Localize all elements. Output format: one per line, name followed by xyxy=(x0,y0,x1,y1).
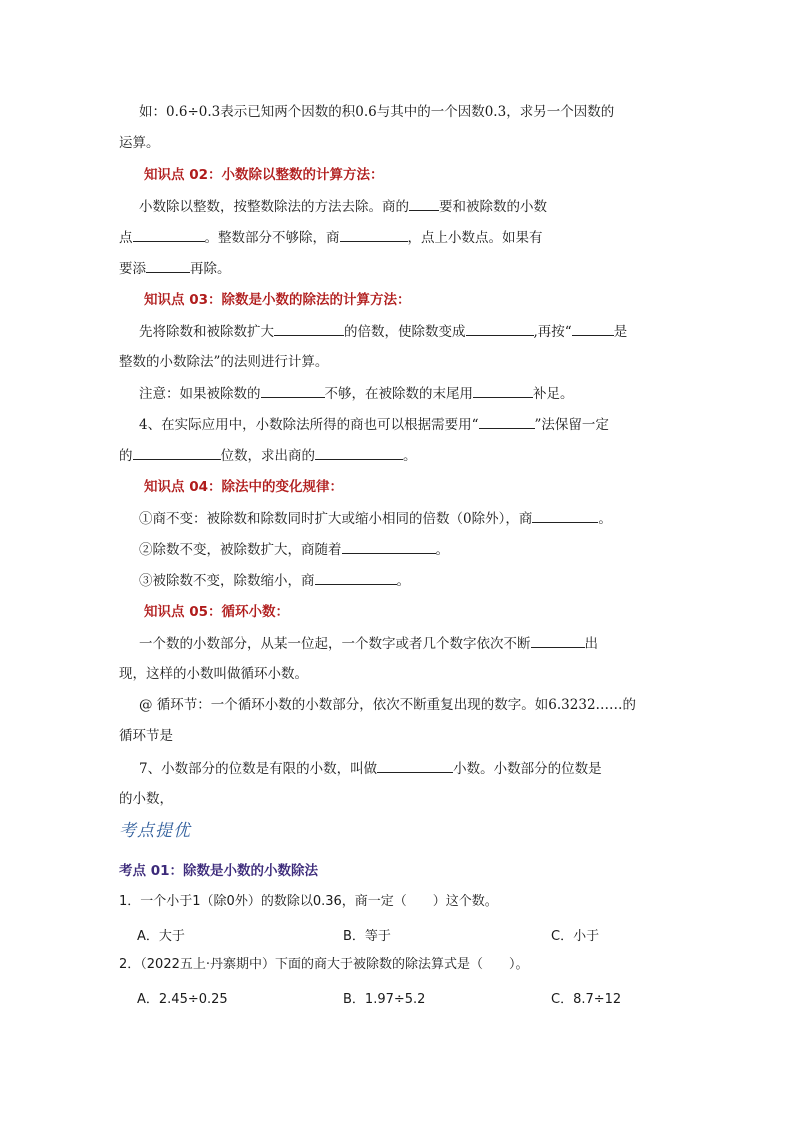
intro-line-1: 如：0.6÷0.3表示已知两个因数的积0.6与其中的一个因数0.3，求另一个因数的 xyxy=(139,104,615,120)
q1-option-c[interactable]: C．小于 xyxy=(551,929,600,944)
question-2: 2．（2022五上·丹寨期中）下面的商大于被除数的除法算式是（ ）。 xyxy=(119,957,529,972)
kp03-line-1: 先将除数和被除数扩大 的倍数，使除数变成 ,再按“ 是 xyxy=(139,324,628,340)
q1-option-a[interactable]: A．大于 xyxy=(137,929,185,944)
q2-option-c[interactable]: C．8.7÷12 xyxy=(551,992,622,1007)
answer-blank[interactable] xyxy=(133,228,205,242)
kp03-line-4: 4、在实际应用中，小数除法所得的商也可以根据需要用“ ”法保留一定 xyxy=(139,417,609,433)
answer-blank[interactable] xyxy=(315,446,403,460)
answer-blank[interactable] xyxy=(340,228,408,242)
answer-blank[interactable] xyxy=(377,759,453,773)
kp03-line-3: 注意：如果被除数的 不够，在被除数的末尾用 补足。 xyxy=(139,386,574,402)
intro-line-2: 运算。 xyxy=(119,135,160,151)
answer-blank[interactable] xyxy=(572,322,614,336)
kp04-line-1: ①商不变：被除数和除数同时扩大或缩小相同的倍数（0除外），商 。 xyxy=(139,511,612,527)
kp04-line-3: ③被除数不变，除数缩小，商 。 xyxy=(139,573,410,589)
kp02-title: 知识点 02：小数除以整数的计算方法： xyxy=(144,167,384,183)
answer-blank[interactable] xyxy=(274,322,344,336)
kp03-line-2: 整数的小数除法”的法则进行计算。 xyxy=(119,354,329,370)
kp05-line-5: 7、小数部分的位数是有限的小数，叫做 小数。小数部分的位数是 xyxy=(139,761,602,777)
kp05-title: 知识点 05：循环小数： xyxy=(144,604,289,620)
answer-blank[interactable] xyxy=(473,384,533,398)
kp05-line-1: 一个数的小数部分，从某一位起，一个数字或者几个数字依次不断 出 xyxy=(139,636,598,652)
kp05-line-2: 现，这样的小数叫做循环小数。 xyxy=(119,666,308,682)
answer-blank[interactable] xyxy=(409,197,439,211)
answer-blank[interactable] xyxy=(466,322,534,336)
answer-blank[interactable] xyxy=(479,415,535,429)
kaodian01-title: 考点 01：除数是小数的小数除法 xyxy=(119,863,318,879)
answer-blank[interactable] xyxy=(261,384,325,398)
q2-option-a[interactable]: A．2.45÷0.25 xyxy=(137,992,228,1007)
q2-option-b[interactable]: B．1.97÷5.2 xyxy=(343,992,426,1007)
answer-blank[interactable] xyxy=(342,540,436,554)
kp03-line-5: 的 位数，求出商的 。 xyxy=(119,448,417,464)
kp02-line-2: 点 。整数部分不够除，商 ，点上小数点。如果有 xyxy=(119,230,543,246)
q1-option-b[interactable]: B．等于 xyxy=(343,929,391,944)
kp05-line-4: 循环节是 xyxy=(119,728,173,744)
section-title: 考点提优 xyxy=(119,821,191,841)
answer-blank[interactable] xyxy=(531,634,585,648)
answer-blank[interactable] xyxy=(146,259,190,273)
answer-blank[interactable] xyxy=(133,446,221,460)
kp05-line-6: 的小数， xyxy=(119,791,173,807)
kp03-title: 知识点 03：除数是小数的除法的计算方法： xyxy=(144,292,411,308)
kp05-line-3: @ 循环节：一个循环小数的小数部分，依次不断重复出现的数字。如6.3232……的 xyxy=(139,697,637,713)
kp04-line-2: ②除数不变，被除数扩大，商随着 。 xyxy=(139,542,449,558)
kp02-line-1: 小数除以整数，按整数除法的方法去除。商的 要和被除数的小数 xyxy=(139,199,547,215)
question-1: 1．一个小于1（除0外）的数除以0.36，商一定（ ）这个数。 xyxy=(119,894,498,909)
answer-blank[interactable] xyxy=(532,509,598,523)
kp02-line-3: 要添 再除。 xyxy=(119,261,231,277)
kp04-title: 知识点 04：除法中的变化规律： xyxy=(144,479,343,495)
answer-blank[interactable] xyxy=(315,571,397,585)
